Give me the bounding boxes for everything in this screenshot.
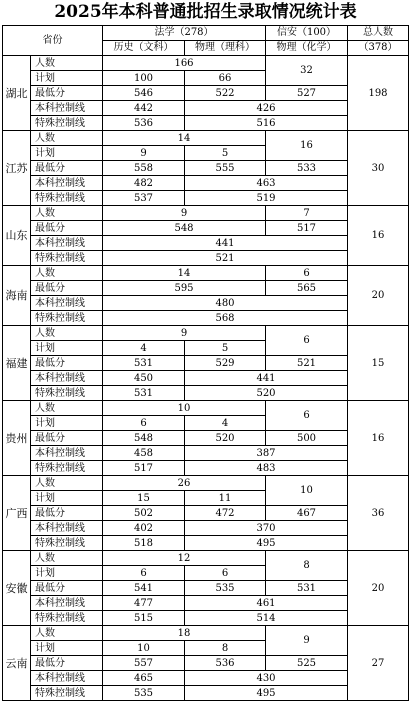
special-line-physics: 520	[185, 386, 348, 401]
plan-physics: 11	[185, 491, 266, 506]
table-row	[3, 401, 409, 416]
table-row	[3, 206, 409, 221]
law-people: 9	[103, 206, 266, 221]
xinan-people: 6	[266, 401, 348, 431]
law-people: 26	[103, 476, 266, 491]
header-xinan: 信安（100）	[266, 26, 348, 41]
total-people: 20	[348, 266, 409, 326]
row-label-people: 人数	[31, 401, 103, 416]
row-label-people: 人数	[31, 551, 103, 566]
row-label-special-line: 特殊控制线	[31, 116, 103, 131]
special-line-physics: 519	[185, 191, 348, 206]
table-row	[3, 551, 409, 566]
xinan-people: 32	[266, 56, 348, 86]
law-people: 14	[103, 131, 266, 146]
total-people: 20	[348, 551, 409, 626]
row-label-undergrad-line: 本科控制线	[31, 176, 103, 191]
province-name: 海南	[3, 266, 31, 326]
xinan-people: 6	[266, 266, 348, 281]
law-people: 10	[103, 401, 266, 416]
row-label-min: 最低分	[31, 86, 103, 101]
special-line-history: 531	[103, 386, 185, 401]
row-label-plan: 计划	[31, 566, 103, 581]
total-people: 198	[348, 56, 409, 131]
min-physics: 472	[185, 506, 266, 521]
plan-history: 4	[103, 341, 185, 356]
undergrad-line-physics: 441	[185, 371, 348, 386]
total-people: 36	[348, 476, 409, 551]
special-line-history: 536	[103, 116, 185, 131]
row-label-special-line: 特殊控制线	[31, 311, 103, 326]
row-label-people: 人数	[31, 476, 103, 491]
undergrad-line-physics: 387	[185, 446, 348, 461]
row-label-special-line: 特殊控制线	[31, 191, 103, 206]
plan-history: 6	[103, 416, 185, 431]
min-history: 546	[103, 86, 185, 101]
min-history: 541	[103, 581, 185, 596]
table-row	[3, 326, 409, 341]
row-label-people: 人数	[31, 131, 103, 146]
undergrad-line-history: 442	[103, 101, 185, 116]
law-people: 12	[103, 551, 266, 566]
min-physics: 555	[185, 161, 266, 176]
row-label-min: 最低分	[31, 221, 103, 236]
row-label-special-line: 特殊控制线	[31, 461, 103, 476]
header-history: 历史（文科）	[103, 41, 185, 56]
undergrad-line: 480	[103, 296, 348, 311]
province-name: 福建	[3, 326, 31, 401]
min-xinan: 467	[266, 506, 348, 521]
min-physics: 536	[185, 656, 266, 671]
row-label-undergrad-line: 本科控制线	[31, 596, 103, 611]
plan-history: 100	[103, 71, 185, 86]
undergrad-line-physics: 463	[185, 176, 348, 191]
row-label-plan: 计划	[31, 71, 103, 86]
plan-physics: 6	[185, 566, 266, 581]
province-name: 江苏	[3, 131, 31, 206]
special-line-history: 535	[103, 686, 185, 701]
min-history: 557	[103, 656, 185, 671]
row-label-special-line: 特殊控制线	[31, 386, 103, 401]
province-name: 云南	[3, 626, 31, 701]
plan-history: 6	[103, 566, 185, 581]
row-label-special-line: 特殊控制线	[31, 611, 103, 626]
undergrad-line: 441	[103, 236, 348, 251]
plan-physics: 8	[185, 641, 266, 656]
plan-physics: 4	[185, 416, 266, 431]
row-label-plan: 计划	[31, 491, 103, 506]
xinan-people: 8	[266, 551, 348, 581]
row-label-people: 人数	[31, 206, 103, 221]
special-line-physics: 516	[185, 116, 348, 131]
min-history: 558	[103, 161, 185, 176]
plan-history: 15	[103, 491, 185, 506]
undergrad-line-physics: 430	[185, 671, 348, 686]
special-line-physics: 483	[185, 461, 348, 476]
plan-physics: 66	[185, 71, 266, 86]
province-name: 广西	[3, 476, 31, 551]
row-label-undergrad-line: 本科控制线	[31, 296, 103, 311]
row-label-plan: 计划	[31, 146, 103, 161]
plan-physics: 5	[185, 146, 266, 161]
special-line-history: 517	[103, 461, 185, 476]
row-label-undergrad-line: 本科控制线	[31, 446, 103, 461]
row-label-min: 最低分	[31, 356, 103, 371]
total-people: 16	[348, 401, 409, 476]
special-line-history: 515	[103, 611, 185, 626]
row-label-min: 最低分	[31, 581, 103, 596]
row-label-undergrad-line: 本科控制线	[31, 671, 103, 686]
law-people: 14	[103, 266, 266, 281]
enrollment-table	[2, 25, 409, 701]
province-name: 贵州	[3, 401, 31, 476]
min-physics: 522	[185, 86, 266, 101]
undergrad-line-history: 402	[103, 521, 185, 536]
table-row	[3, 266, 409, 281]
row-label-people: 人数	[31, 626, 103, 641]
total-people: 30	[348, 131, 409, 206]
undergrad-line-history: 450	[103, 371, 185, 386]
header-total: 总人数	[348, 26, 409, 41]
undergrad-line-physics: 461	[185, 596, 348, 611]
row-label-min: 最低分	[31, 506, 103, 521]
header-physics-science: 物理（理科）	[185, 41, 266, 56]
min-law: 595	[103, 281, 266, 296]
row-label-min: 最低分	[31, 656, 103, 671]
row-label-people: 人数	[31, 56, 103, 71]
xinan-people: 16	[266, 131, 348, 161]
row-label-plan: 计划	[31, 341, 103, 356]
min-history: 548	[103, 431, 185, 446]
law-people: 18	[103, 626, 266, 641]
header-law: 法学（278）	[103, 26, 266, 41]
province-name: 安徽	[3, 551, 31, 626]
min-xinan: 531	[266, 581, 348, 596]
special-line: 521	[103, 251, 348, 266]
total-people: 15	[348, 326, 409, 401]
plan-history: 10	[103, 641, 185, 656]
law-people: 166	[103, 56, 266, 71]
plan-history: 9	[103, 146, 185, 161]
undergrad-line-history: 482	[103, 176, 185, 191]
row-label-people: 人数	[31, 326, 103, 341]
special-line: 568	[103, 311, 348, 326]
header-physics-chemistry: 物理（化学）	[266, 41, 348, 56]
table-row	[3, 56, 409, 71]
min-xinan: 500	[266, 431, 348, 446]
min-xinan: 517	[266, 221, 348, 236]
row-label-undergrad-line: 本科控制线	[31, 371, 103, 386]
min-law: 548	[103, 221, 266, 236]
total-people: 27	[348, 626, 409, 701]
province-name: 湖北	[3, 56, 31, 131]
header-row	[3, 26, 409, 41]
xinan-people: 10	[266, 476, 348, 506]
undergrad-line-history: 465	[103, 671, 185, 686]
undergrad-line-physics: 370	[185, 521, 348, 536]
undergrad-line-physics: 426	[185, 101, 348, 116]
min-xinan: 521	[266, 356, 348, 371]
page-title: 2025年本科普通批招生录取情况统计表	[54, 2, 357, 22]
plan-physics: 5	[185, 341, 266, 356]
special-line-physics: 514	[185, 611, 348, 626]
min-physics: 520	[185, 431, 266, 446]
total-people: 16	[348, 206, 409, 266]
special-line-history: 518	[103, 536, 185, 551]
row-label-people: 人数	[31, 266, 103, 281]
row-label-special-line: 特殊控制线	[31, 251, 103, 266]
header-province: 省份	[3, 26, 103, 56]
min-xinan: 533	[266, 161, 348, 176]
table-row	[3, 131, 409, 146]
law-people: 9	[103, 326, 266, 341]
special-line-physics: 495	[185, 536, 348, 551]
row-label-special-line: 特殊控制线	[31, 686, 103, 701]
row-label-plan: 计划	[31, 641, 103, 656]
row-label-undergrad-line: 本科控制线	[31, 101, 103, 116]
xinan-people: 7	[266, 206, 348, 221]
min-history: 502	[103, 506, 185, 521]
table-row	[3, 626, 409, 641]
undergrad-line-history: 458	[103, 446, 185, 461]
row-label-undergrad-line: 本科控制线	[31, 521, 103, 536]
row-label-undergrad-line: 本科控制线	[31, 236, 103, 251]
province-name: 山东	[3, 206, 31, 266]
undergrad-line-history: 477	[103, 596, 185, 611]
xinan-people: 6	[266, 326, 348, 356]
row-label-min: 最低分	[31, 161, 103, 176]
special-line-physics: 495	[185, 686, 348, 701]
min-physics: 535	[185, 581, 266, 596]
min-history: 531	[103, 356, 185, 371]
table-row	[3, 476, 409, 491]
min-xinan: 527	[266, 86, 348, 101]
header-total-count: （378）	[348, 41, 409, 56]
min-physics: 529	[185, 356, 266, 371]
row-label-min: 最低分	[31, 281, 103, 296]
row-label-plan: 计划	[31, 416, 103, 431]
min-xinan: 565	[266, 281, 348, 296]
xinan-people: 9	[266, 626, 348, 656]
special-line-history: 537	[103, 191, 185, 206]
min-xinan: 525	[266, 656, 348, 671]
row-label-min: 最低分	[31, 431, 103, 446]
row-label-special-line: 特殊控制线	[31, 536, 103, 551]
